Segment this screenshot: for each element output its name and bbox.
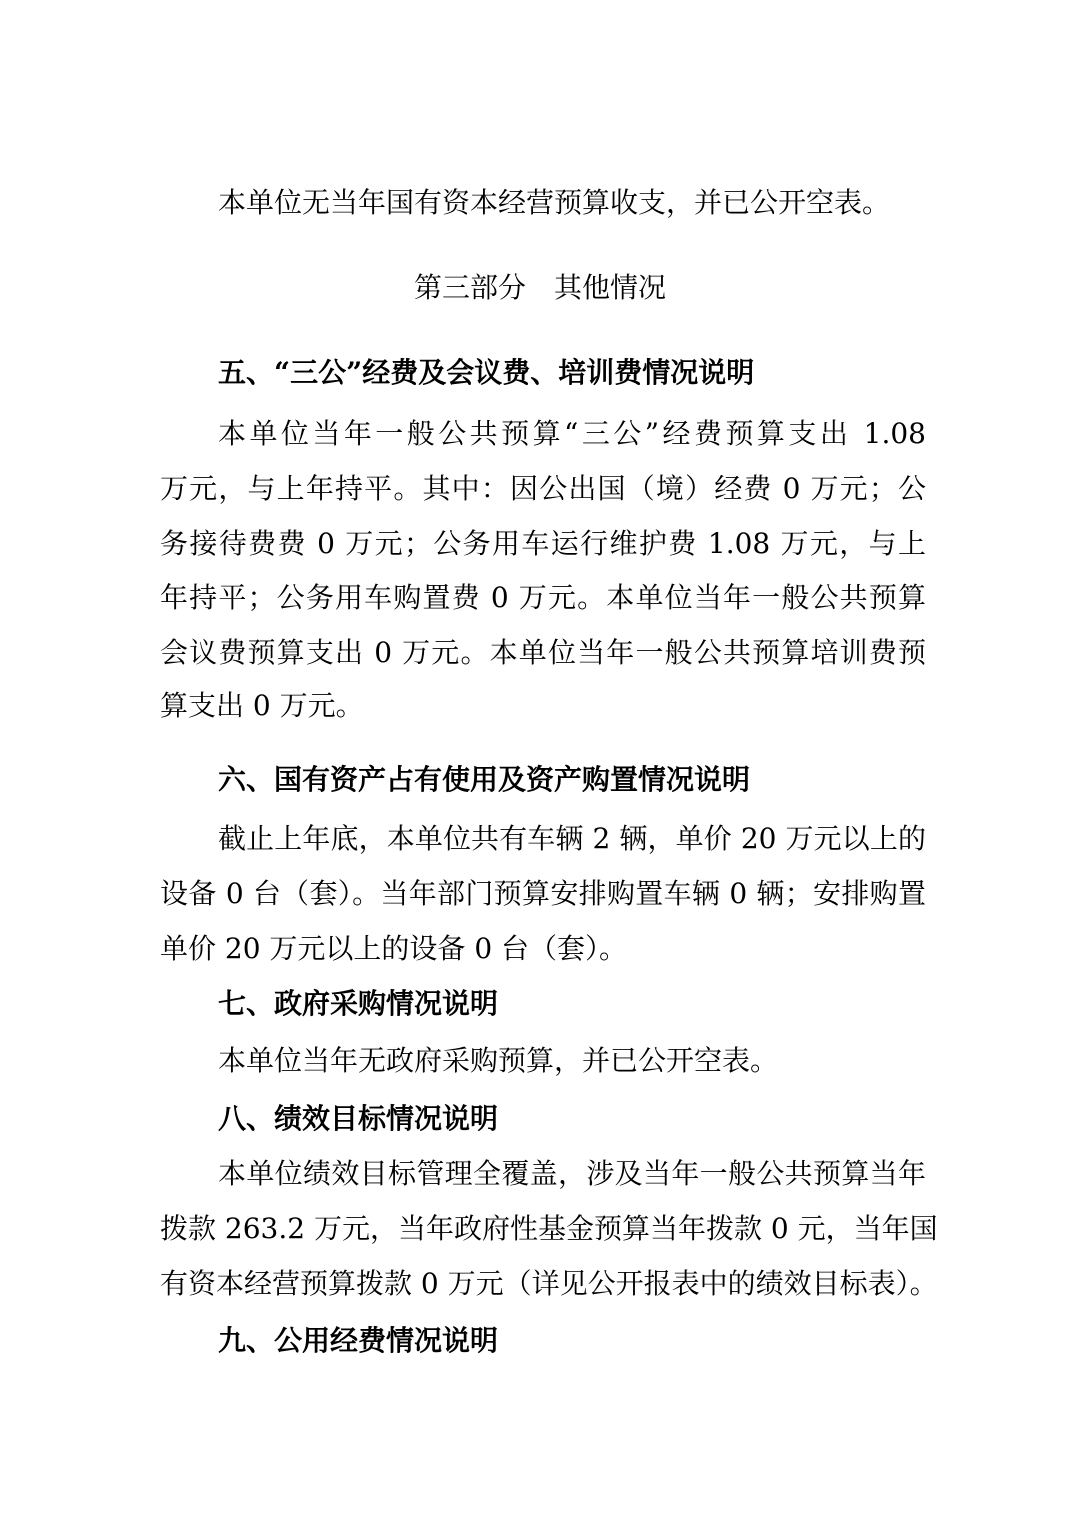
- section-8-line-3: 有资本经营预算拨款 0 万元（详见公开报表中的绩效目标表）。: [160, 1267, 938, 1300]
- section-8-line-2: 拨款 263.2 万元，当年政府性基金预算当年拨款 0 元，当年国: [160, 1212, 938, 1245]
- section-5-line-5: 会议费预算支出 0 万元。本单位当年一般公共预算培训费预: [160, 636, 926, 669]
- section-heading-7: 七、政府采购情况说明: [218, 987, 499, 1020]
- intro-paragraph: 本单位无当年国有资本经营预算收支，并已公开空表。: [218, 186, 891, 219]
- part-title: 第三部分 其他情况: [414, 271, 667, 304]
- section-6-line-2: 设备 0 台（套）。当年部门预算安排购置车辆 0 辆；安排购置: [160, 877, 926, 910]
- section-5-line-2: 万元，与上年持平。其中：因公出国（境）经费 0 万元；公: [160, 472, 926, 505]
- section-6-line-3: 单价 20 万元以上的设备 0 台（套）。: [160, 932, 628, 965]
- section-7-line-1: 本单位当年无政府采购预算，并已公开空表。: [218, 1044, 779, 1077]
- section-heading-6: 六、国有资产占有使用及资产购置情况说明: [218, 763, 751, 796]
- section-5-line-1: 本单位当年一般公共预算“三公”经费预算支出 1.08: [218, 417, 926, 450]
- section-heading-5: 五、“三公”经费及会议费、培训费情况说明: [218, 356, 755, 389]
- section-5-line-6: 算支出 0 万元。: [160, 689, 364, 722]
- section-heading-9: 九、公用经费情况说明: [218, 1324, 499, 1357]
- section-6-line-1: 截止上年底，本单位共有车辆 2 辆，单价 20 万元以上的: [218, 822, 926, 855]
- section-5-line-4: 年持平；公务用车购置费 0 万元。本单位当年一般公共预算: [160, 581, 926, 614]
- section-heading-8: 八、绩效目标情况说明: [218, 1102, 499, 1135]
- section-8-line-1: 本单位绩效目标管理全覆盖，涉及当年一般公共预算当年: [218, 1157, 926, 1190]
- section-5-line-3: 务接待费费 0 万元；公务用车运行维护费 1.08 万元，与上: [160, 527, 926, 560]
